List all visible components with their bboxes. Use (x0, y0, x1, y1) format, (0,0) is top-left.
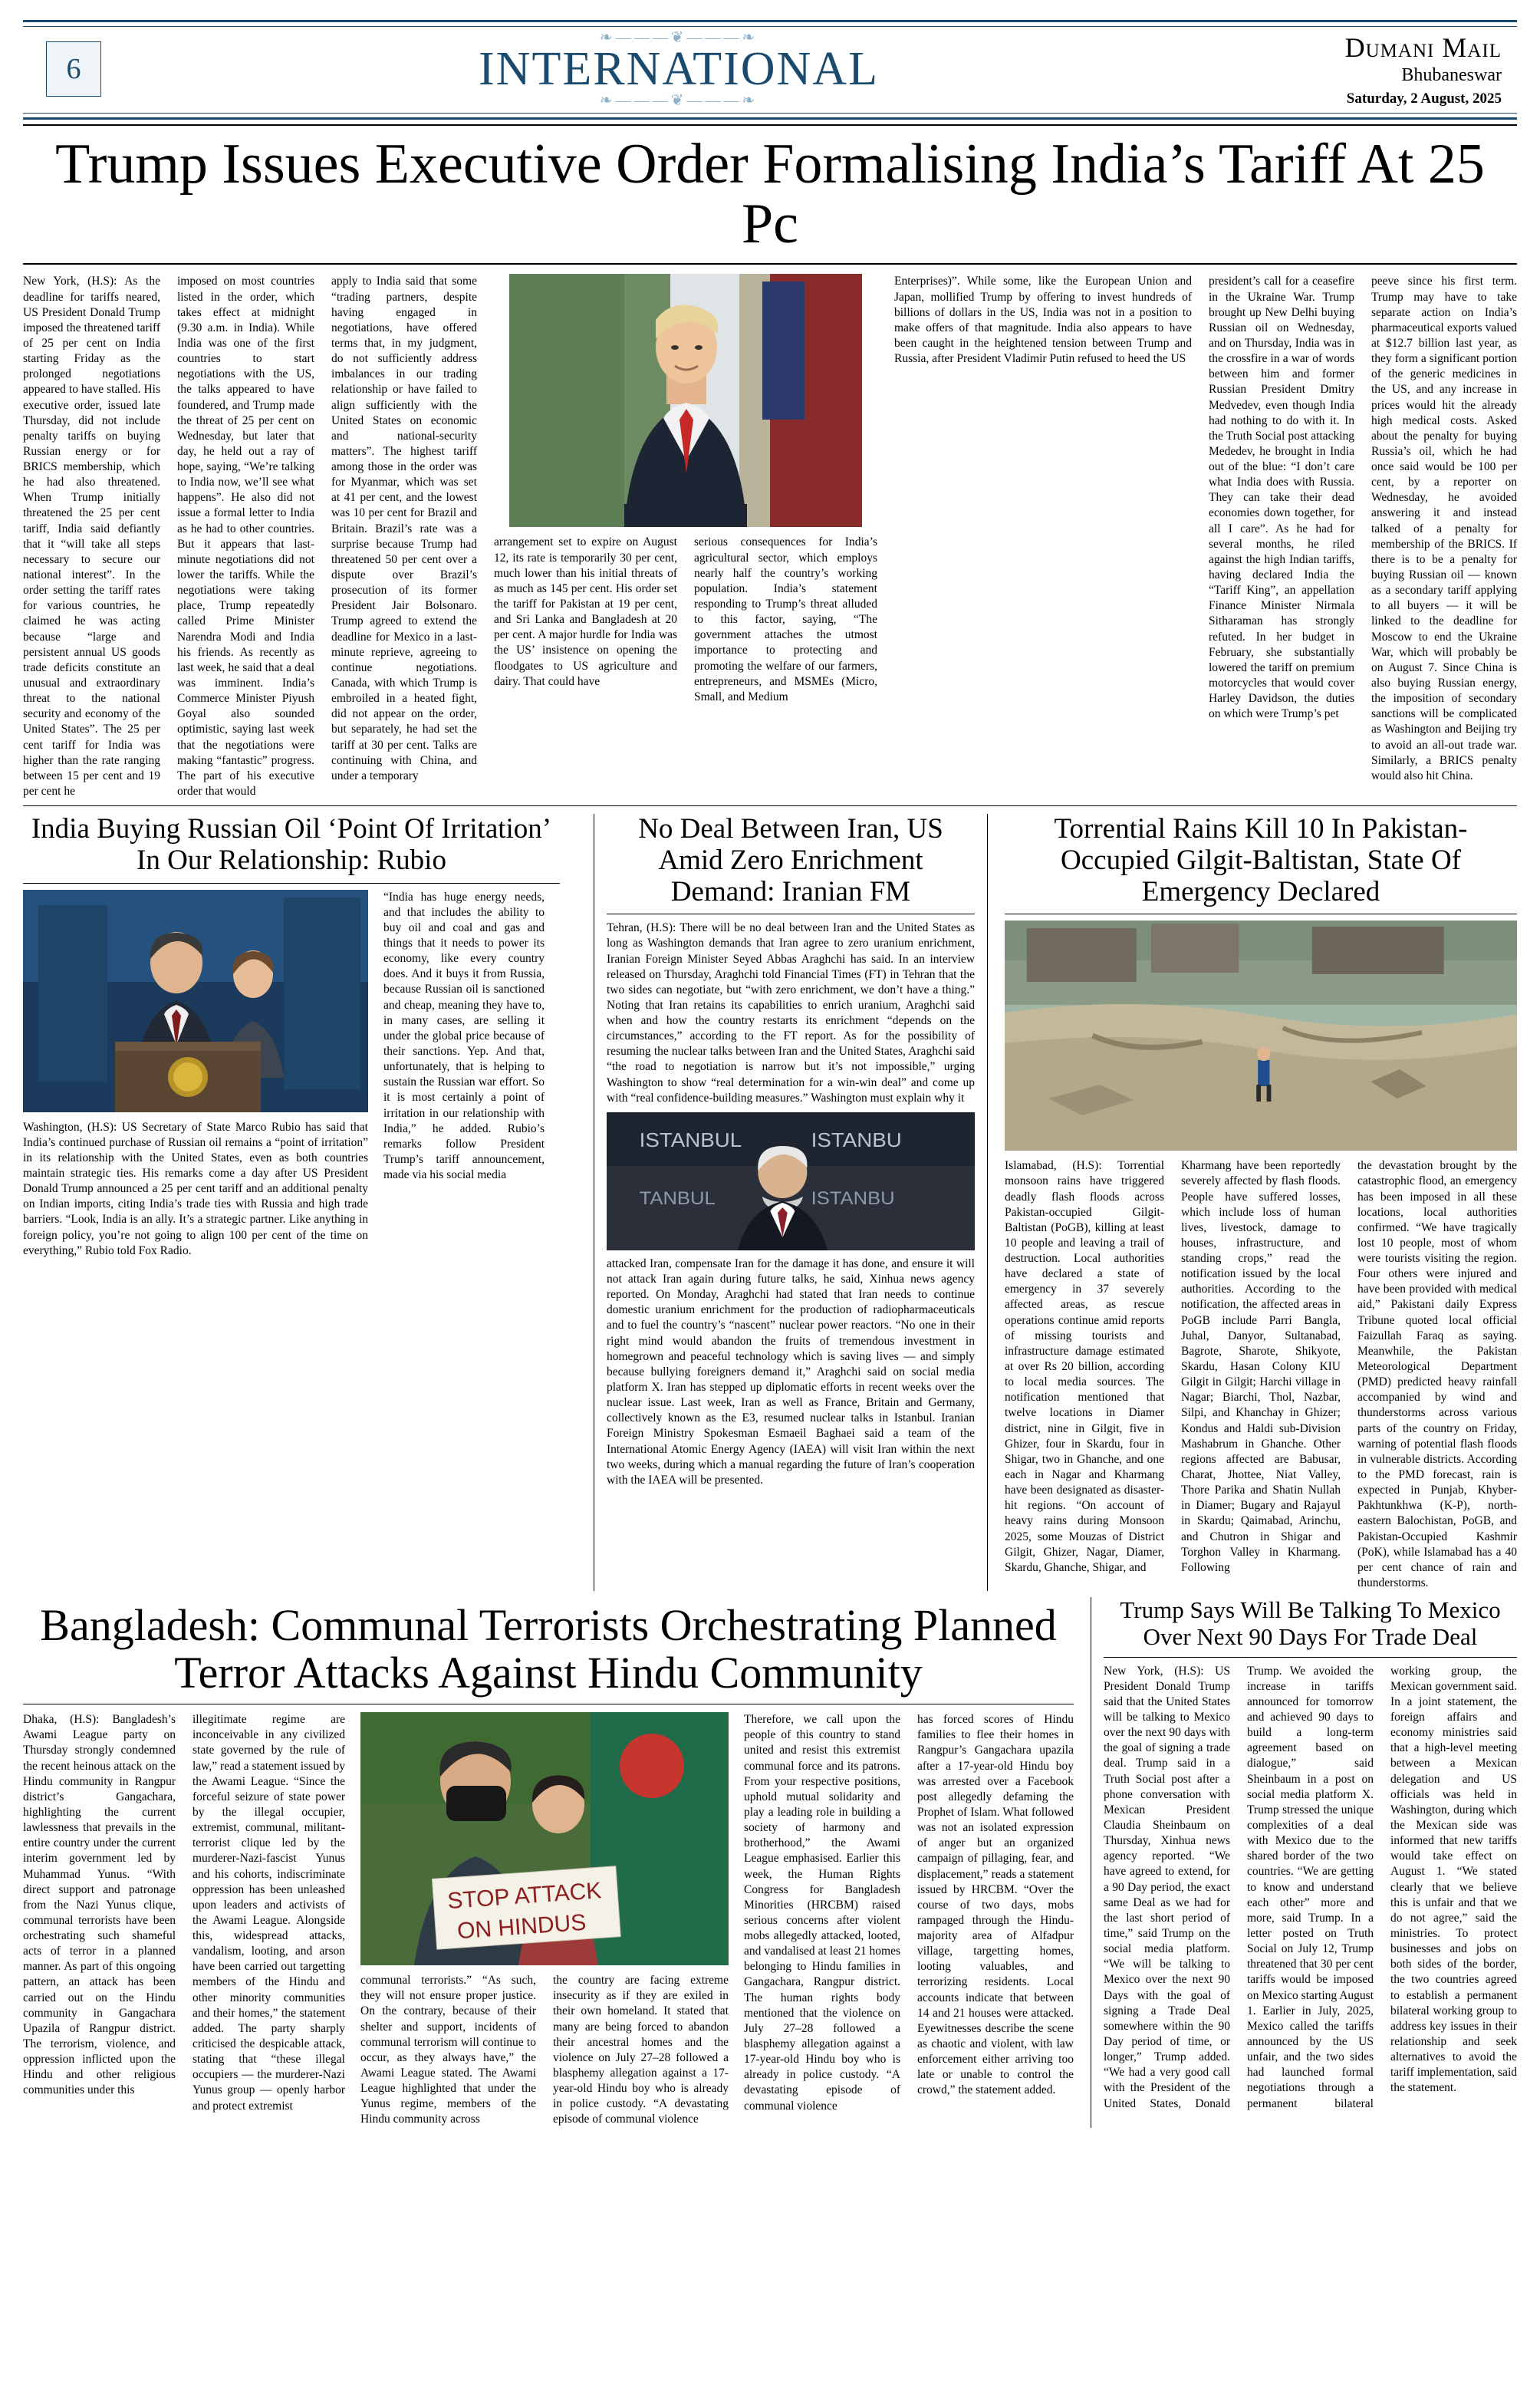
lead-photo-block (494, 274, 877, 799)
paper-date: Saturday, 2 August, 2025 (1346, 90, 1502, 107)
bangladesh-headline: Bangladesh: Communal Terrorists Orchestrating Planned Terror Attacks Against Hindu Community (40, 1600, 1057, 1698)
iran-col-1 (607, 921, 975, 1106)
paragraph: Tehran, (H.S): There will be no deal between Iran and the United States as long as Washington demands that Iran agree to zero uranium enrichment, Iranian Foreign Minister Seyed Abbas Araghchi has said. In an interview released on Thursday, Araghchi told Financial Times (FT) in Tehran that the two sides can negotiate, but “with zero enrichment, we don’t have a thing.” Noting that Iran retains its capabilities to enrich uranium, Araghchi said when and how the country restarts its enrichment “depends on the circumstances,” according to the FT report. As for the possibility of resuming the nuclear talks between Iran and the United States, Araghchi said “the road to negotiation is narrow but it’s not impossible,” urging Washington to show “real determination for a win-win deal” and come up with “real confidence-building measures.” Washington must explain why it (607, 921, 975, 1105)
lead-text-col6 (894, 274, 1192, 799)
paragraph: Therefore, we call upon the people of this country to stand united and resist this extremist communal force and its patrons. From your respective positions, uphold mutual solidarity and play a leading role in building a society of harmony and brotherhood,” the Awami League emphasised. Earlier this week, the Human Rights Congress for Bangladesh Minorities (HRCBM) raised serious concerns after violent mobs allegedly attacked, looted, and vandalised at least 21 homes belonging to Hindu families in Gangachara, Rangpur district. The human rights body mentioned that the violence on July 27–28 followed a blasphemy allegation against a 17-year-old Hindu boy who is already in police custody. “A devastating episode of communal violence (744, 1713, 900, 2113)
paper-meta (1256, 31, 1517, 107)
paper-city: Bhubaneswar (1401, 64, 1502, 85)
rubio-press-photo (23, 890, 368, 1112)
bangladesh-cols-left (23, 1712, 345, 2127)
paragraph: peeve since his first term. Trump may have to take separate action on India’s pharmaceutical exports valued at $12.7 billion last year, as they form a significant portion of the generic medicines in the US, and any increase in prices would hit the already high medical costs. Asked about the penalty for buying Russia’s oil, which he had once said would be 100 per cent, by a reporter on Wednesday, he avoided answering it and instead talked of a penalty for membership of the BRICS. If there is to be a penalty for buying Russian oil — known as a secondary tariff applying to all buyers — it will be linked to the deadline for Moscow to end the Ukraine War, which will probably be on August 7. Since China is also buying Russian energy, the imposition of secondary sanctions will be complicated as Washington and Beijing try to avoid an all-out trade war. Similarly, a BRICS penalty would also hit China. (1371, 275, 1517, 782)
story-rubio (23, 814, 560, 1591)
paragraph: apply to India said that some “trading partners, despite having engaged in negotiations, have offered terms that, in my judgment, do not sufficiently address imbalances in our trading relationship or have failed to align sufficiently with the United States on economic and national-security matters”. The highest tariff among those in the order was for Myanmar, which was set at 41 per cent, and the lowest was 10 per cent for Brazil and Britain. Brazil’s rate was a surprise because Trump had threatened 50 per cent over a dispute over Brazil’s prosecution of its former President Jair Bolsonaro. Trump agreed to extend the deadline for Mexico in a last-minute reprieve, agreeing to continue negotiations. Canada, with which Trump is embroiled in a heated fight, did not appear on the order, but separately, he had set the tariff at 30 per cent. Talks are continuing with China, and under a temporary (331, 275, 477, 782)
lead-text-col3 (331, 274, 477, 799)
paragraph: Dhaka, (H.S): Bangladesh’s Awami League party on Thursday strongly condemned the recent heinous attack on the Hindu community in Rangpur district’s Gangachara, highlighting the current lawlessness that prevails in the entire country under the current interim government led by Muhammad Yunus. “With direct support and patronage from the Nazi Yunus clique, communal terrorists have been orchestrating such shameful acts of terror in a planned manner. As part of this ongoing pattern, an attack has been carried out on the Hindu community in Gangachara Upazila of Rangpur district. The terrorism, violence, and oppression inflicted upon the Hindu and other religious communities under this (23, 1713, 176, 2097)
mexico-headline: Trump Says Will Be Talking To Mexico Over Next 90 Days For Trade Deal (1120, 1596, 1501, 1650)
page-number-badge (46, 41, 101, 97)
flood-photo (1005, 921, 1517, 1151)
middle-stories-row (23, 814, 1517, 1591)
lead-text-left (23, 274, 314, 799)
paragraph: imposed on most countries listed in the order, which takes effect at midnight (9.30 a.m. in India). While India was one of the first countries to start negotiations with the US, the talks appeared to have foundered, and Trump made the threat of 25 per cent on Wednesday, but later that day, he held out a ray of hope, saying, “We’re talking to India now, we’ll see what happens”. He also did not issue a formal letter to India as he had to other countries. But it appears that last-minute negotiations did not lower the tariffs. While the negotiations were taking place, Trump repeatedly called Prime Minister Narendra Modi and India his friends. As recently as last week, he said that a deal was imminent. India’s Commerce Minister Piyush Goyal also sounded optimistic, saying last week that the negotiations were making “fantastic” progress. The part of his executive order that would (177, 275, 314, 799)
trump-photo (509, 274, 862, 527)
section-title: INTERNATIONAL (479, 43, 879, 95)
svg-text:TANBUL: TANBUL (639, 1188, 716, 1209)
divider (23, 805, 1517, 806)
paragraph: the devastation brought by the catastrophic flood, an emergency has been imposed in all these locations, local authorities confirmed. “We have tragically lost 10 people, most of whom were tourists visiting the region. Four others were injured and have been provided with medical aid,” Pakistani daily Express Tribune quoted local official Faizullah Faraq as saying. Meanwhile, the Pakistan Meteorological Department (PMD) predicted heavy rainfall accompanied by wind and thunderstorms across various parts of the country on Friday, warning of potential flash floods in vulnerable districts. According to the PMD forecast, rain is expected in Punjab, Khyber-Pakhtunkhwa (K-P), north-eastern Balochistan, PoGB, and Pakistan-Occupied Kashmir (PoK), while Islamabad has a 40 per cent chance of rain and thunderstorms. (1357, 1159, 1517, 1590)
paragraph: communal terrorists.” “As such, they will not ensure proper justice. On the contrary, because of their shelter and support, incidents of communal terrorism will continue to occur, as they always have,” the Awami League stated. The Awami League highlighted that under the Yunus regime, members of the Hindu community across (360, 1974, 536, 2126)
rubio-headline: India Buying Russian Oil ‘Point Of Irritation’ In Our Relationship: Rubio (31, 813, 552, 876)
lead-text-col8 (1371, 274, 1517, 799)
divider (23, 263, 1517, 265)
story-iran (594, 814, 988, 1591)
paragraph: “India has huge energy needs, and that includes the ability to buy oil and coal and gas and things that it needs to power its economy, like every country does. And it buys it from Russia, because Russian oil is sanctioned and cheap, meaning they have to, in many cases, are selling it under the global price because of their sanctions. Yep. And that, unfortunately, that is helping to sustain the Russian war effort. So it is most certainly a point of irritation in our relationship with India,” he added. Rubio’s remarks follow President Trump’s tariff announcement, made via his social media (383, 890, 545, 1182)
paragraph: arrangement set to expire on August 12, its rate is temporarily 30 per cent, much lower than his initial threats of as much as 145 per cent. His order set the tariff for Pakistan at 19 per cent, and Sri Lanka and Bangladesh at 20 per cent. A major hurdle for India was the US’ insistence on opening the floodgates to US agriculture and dairy. That could have (494, 535, 677, 688)
paragraph: illegitimate regime are inconceivable in any civilized state governed by the rule of law,” read a statement issued by the Awami League. “Since the forceful seizure of state power by the illegal occupier, extremist, communal, militant-terrorist clique led by the murderer-Nazi-fascist Yunus and his cohorts, indiscriminate oppression has been unleashed upon leaders and activists of the Awami League. Alongside this, widespread attacks, vandalism, looting, and arson have been carried out targetting members of the Hindu and other minority communities and their homes,” the statement added. The party sharply criticised the despicable attack, stating that “these illegal occupiers — the murderer-Nazi Yunus group — openly harbor and protect extremist (192, 1713, 345, 2113)
lead-story (23, 274, 1517, 799)
bangladesh-cols-right (744, 1712, 1074, 2127)
iran-col-2 (607, 1256, 975, 1488)
page-number: 6 (66, 53, 81, 85)
iran-fm-photo (607, 1112, 975, 1250)
paragraph: the country are facing extreme insecurity as if they are exiled in their own homeland. It stated that many are being forced to abandon their ancestral homes and the violence on July 27–28 followed a blasphemy allegation against a 17-year-old Hindu boy who is already in police custody. “A devastating episode of communal violence (553, 1974, 729, 2126)
story-pakistan (1005, 814, 1517, 1591)
rubio-col-2 (383, 890, 545, 1259)
lead-headline: Trump Issues Executive Order Formalising India’s Tariff At 25 Pc (55, 133, 1485, 255)
story-mexico (1091, 1597, 1517, 2127)
svg-text:ISTANBU: ISTANBU (811, 1128, 902, 1151)
divider (1104, 1657, 1517, 1658)
paragraph: attacked Iran, compensate Iran for the damage it has done, and ensure it will not attack Iran again during future talks, he said, Xinhua news agency reported. On Monday, Araghchi had stated that Iran needs to continue domestic uranium enrichment for the production of radiopharmaceuticals and to fuel the country’s “nascent” nuclear power reactors. “No one in their right mind would abandon the fruits of tremendous investment in homegrown and peaceful technology which is saving lives — and simply because bullying foreigners demand it,” Araghchi said on social media platform X. Iran has stepped up diplomatic efforts in recent weeks over the nuclear issue. Last week, Iran as well as France, Britain and Germany, collectively known as the E3, resumed nuclear talks in Istanbul. Iranian Foreign Ministry Spokesman Esmaeil Baghaei said a team of the International Atomic Energy Agency (IAEA) will visit Iran within the next two weeks, during which a manual regarding the future of Iran’s cooperation with the IAEA will be presented. (607, 1256, 975, 1487)
svg-text:STOP ATTACK: STOP ATTACK (446, 1878, 603, 1915)
lead-text-under-photo (494, 535, 877, 705)
paragraph: New York, (H.S): As the deadline for tariffs neared, US President Donald Trump imposed the threatened tariff of 25 per cent on India starting Friday as the prolonged negotiations appeared to have stalled. His executive order, issued late Thursday, did not include penalty tariffs on buying Russian energy or for BRICS membership, which he had also threatened. When Trump initially threatened the 25 per cent tariff, India said defiantly that it “will take all steps necessary to secure our national interest”. In the order setting the tariff rates for various countries, he claimed he was acting because “large and persistent annual US goods trade deficits constitute an unusual and extraordinary threat to the national security and economy of the United States”. The 25 per cent tariff for India was higher than the rate ranging between 15 per cent and 19 per cent he (23, 275, 160, 799)
masthead (23, 20, 1517, 120)
pakistan-text (1005, 1158, 1517, 1591)
mexico-text (1104, 1664, 1517, 2112)
divider (23, 124, 1517, 126)
iran-headline: No Deal Between Iran, US Amid Zero Enrichment Demand: Iranian FM (638, 813, 943, 907)
paragraph: Islamabad, (H.S): Torrential monsoon rains have triggered deadly flash floods across Pakistan-occupied Gilgit-Baltistan (PoGB), killing at least 10 people and leaving a trail of destruction. Local authorities have declared a state of emergency in 37 severely affected areas, as rescue operations continue amid reports of missing tourists and infrastructure damage estimated at over Rs 20 billion, according to local media sources. The notification mentioned that twelve locations in Diamer district, nine in Gilgit, five in Ghizer, four in Skardu, four in Shigar, two in Ghanche, and one each in Nagar and Kharmang have been designated as disaster-hit regions. “On account of heavy rains during Monsoon 2025, some Mouzas of District Gilgit, Ghizer, Nagar, Diamer, Skardu, Ghanche, Shigar, and (1005, 1159, 1164, 1574)
pakistan-headline: Torrential Rains Kill 10 In Pakistan-Occupied Gilgit-Baltistan, State Of Emergency Declared (1054, 813, 1468, 907)
paragraph: Enterprises)”. While some, like the European Union and Japan, mollified Trump by offering to invest hundreds of billions of dollars in the US, India was not in a position to make offers of that magnitude. India also appears to have been caught in the heightened tension between Trump and Russia, after President Vladimir Putin refused to heed the US (894, 275, 1192, 366)
ornament-bottom-icon: ❧―――❦―――❧ (599, 92, 758, 109)
divider (23, 883, 560, 884)
story-bangladesh (23, 1597, 1074, 2127)
svg-text:ISTANBUL: ISTANBUL (639, 1128, 742, 1151)
rubio-col-1 (23, 1120, 368, 1259)
paragraph: Washington, (H.S): US Secretary of State Marco Rubio has said that India’s continued purchase of Russian oil remains a “point of irritation” in its relationship with the United States, even as both countries maintain strategic ties. His remarks come a day after US President Donald Trump announced a 25 per cent tariff and an additional penalty on Indian imports, citing India’s trade ties with Russia and high trade barriers. “Look, India is an ally. It’s a strategic partner. Like anything in foreign policy, you’re not going to align 100 per cent of the time on everything,” Rubio told Fox Radio. (23, 1120, 368, 1257)
rubio-photo-block (23, 890, 368, 1259)
svg-text:ON HINDUS: ON HINDUS (456, 1909, 587, 1945)
bottom-stories-row (23, 1597, 1517, 2127)
paragraph: president’s call for a ceasefire in the Ukraine War. Trump brought up New Delhi buying Russian oil on Wednesday, and on Thursday, India was in the crossfire in a war of words between him and former Russian President Dmitry Medvedev, even though India had nothing to do with it. In the Truth Social post attacking Mededev, he brought in India out of the blue: “I don’t care what India does with Russia. They can take their dead economies down together, for all I care”. As he had for several months, he riled against the high Indian tariffs, having declared India the “Tariff King”, an appellation Finance Minister Nirmala Sitharaman has strongly refuted. In her budget in February, she substantially lowered the tariff on premium motorcycles that would cover Harley Davidson, the duties on which were Trump’s pet (1209, 275, 1354, 721)
paragraph: serious consequences for India’s agricultural sector, which employs nearly half the country’s working population. India’s statement responding to Trump’s threat alluded to this factor, saying, “The government attaches the utmost importance to protecting and promoting the welfare of our farmers, entrepreneurs, and MSMEs (Micro, Small, and Medium (694, 535, 877, 703)
svg-text:ISTANBU: ISTANBU (811, 1188, 895, 1209)
bangladesh-cols-under-photo (360, 1973, 729, 2127)
paragraph: has forced scores of Hindu families to flee their homes in Rangpur’s Gangachara upazila after a 17-year-old Hindu boy was arrested over a Facebook post allegedly defaming the Prophet of Islam. What followed was not an isolated expression of anger but an organized campaign of pillaging, fear, and displacement,” reads a statement issued by HRCBM. “Over the course of two days, mobs rampaged through the Hindu-majority area of Alfadpur village, targetting homes, looting valuables, and terrorizing residents. Local accounts indicate that between 14 and 21 houses were attacked. Eyewitnesses describe the scene as chaotic and violent, with law enforcement either arriving too late or unable to control the crowd,” the statement added. (917, 1713, 1074, 2097)
section-title-wrap (101, 30, 1256, 108)
protest-photo (360, 1712, 729, 1965)
bangladesh-photo-block (360, 1712, 729, 2127)
paper-name: Dumani Mail (1344, 31, 1502, 63)
ornament-top-icon: ❧―――❦―――❧ (599, 29, 758, 46)
paragraph: Kharmang have been reportedly severely affected by flash floods. People have suffered losses, which include loss of human lives, livestock, damage to houses, infrastructure, and standing crops,” read the notification issued by the local authorities. According to the notification, the affected areas in PoGB include Parri Bangla, Juhal, Danyor, Sultanabad, Bagrote, Sharote, Shikyote, Skardu, Hasan Colony KIU Gilgit in Gilgit; Harchi village in Nagar; Biarchi, Thol, Nazbar, Silpi, and Khanchay in Ghizer; Kondus and Haldi sub-Division Mashabrum in Ghanche. Other regions affected are Babusar, Charat, Jhottee, Niat Valley, Thore Parika and Shatin Nullah in Diamer; Bugary and Rajayul in Skardu; Qaimabad, Arinchu, and Chutron in Shigar and Torghon Valley in Kharmang. Following (1181, 1159, 1341, 1574)
lead-text-col7 (1209, 274, 1354, 799)
paragraph: New York, (H.S): US President Donald Trump said that the United States will be talking to Mexico over the next 90 days with the goal of signing a trade deal. Trump said in a Truth Social post after a phone conversation with Mexican President Claudia Sheinbaum on Thursday, Xinhua news agency reported. “We have agreed to extend, for a 90 Day period, the exact same Deal as we had for the last short period of time,” said Trump on the social media platform. “We will be talking to Mexico over the next 90 Days with the goal of signing a Trade Deal somewhere within the 90 Day period of time, or longer,” Trump added. “We had a very good call with the President of the United States, Donald Trump. We avoided the increase in tariffs announced for tomorrow and achieved 90 days to build a long-term agreement based on dialogue,” said Sheinbaum in a post on social media platform X. Trump stressed the unique complexities of a deal with Mexico due to the shared border of the two countries. “We are getting to know and understand each other” more and more, said Trump. In a letter posted on Truth Social on July 12, Trump threatened that 30 per cent tariffs would be imposed on Mexico starting August 1. Earlier in July, 2025, Mexico called the tariffs announced by the US unfair, and the two sides had launched formal negotiations through a permanent bilateral working group, the Mexican government said. In a joint statement, the foreign affairs and economy ministries said that a high-level meeting between a Mexican delegation and US officials was held in Washington, during which the Mexican side was informed that new tariffs would take effect on August 1. “We stated clearly that we believe this is unfair and that we do not agree,” said the ministries. To protect businesses and jobs on both sides of the border, the two countries agreed to establish a permanent bilateral working group to address key issues in their relationship and seek alternatives to avoid the tariff implementation, said the statement. (1104, 1664, 1517, 2110)
